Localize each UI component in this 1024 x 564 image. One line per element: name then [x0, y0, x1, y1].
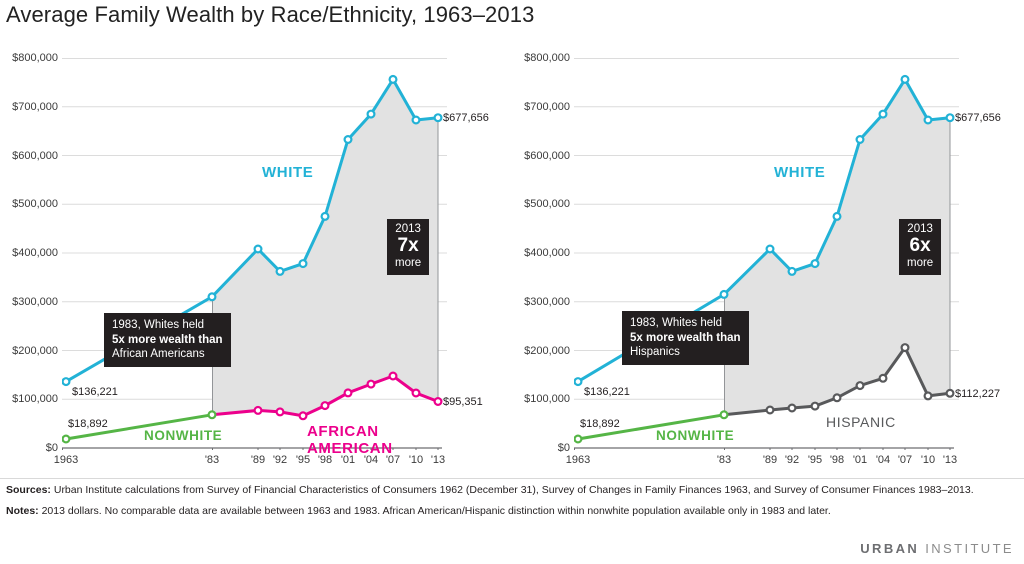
annotation-2013-right — [899, 219, 941, 275]
annotation-line: Hispanics — [630, 346, 680, 359]
y-tick-label: $500,000 — [12, 198, 58, 211]
charts-container — [0, 44, 1024, 474]
annotation-line: 5x more wealth than — [112, 333, 223, 346]
y-tick-label: $0 — [557, 442, 570, 454]
y-tick-label: $100,000 — [524, 393, 570, 406]
footer-divider — [0, 478, 1024, 479]
y-tick-label: $0 — [45, 442, 58, 454]
annotation-1983-right — [622, 311, 749, 365]
chart-panel-hispanic — [512, 44, 1024, 474]
series-label-african-american: AFRICAN AMERICAN — [307, 423, 393, 457]
annotation-line: African Americans — [112, 348, 205, 361]
y-tick-label: $100,000 — [12, 393, 58, 406]
x-tick-label: 1963 — [565, 454, 591, 466]
series-label-nonwhite: NONWHITE — [144, 428, 223, 443]
y-tick-label: $200,000 — [524, 344, 570, 357]
x-tick-label: '10 — [408, 454, 424, 466]
x-tick-label: '89 — [762, 454, 778, 466]
y-tick-label: $400,000 — [524, 247, 570, 259]
start-value-white: $136,221 — [584, 386, 630, 398]
y-tick-label: $600,000 — [524, 149, 570, 162]
y-tick-label: $800,000 — [12, 52, 58, 64]
x-tick-label: '07 — [385, 454, 401, 466]
urban-institute-logo — [860, 541, 1014, 556]
plot-area-left — [62, 58, 489, 457]
y-tick-label: $600,000 — [12, 149, 58, 162]
y-axis-labels-right — [512, 44, 574, 474]
x-tick-label: '01 — [340, 454, 356, 466]
x-tick-label: '89 — [250, 454, 266, 466]
end-value-hispanic: $112,227 — [955, 388, 1001, 400]
footer-sources — [6, 484, 1018, 498]
x-tick-label: '98 — [317, 454, 333, 466]
x-tick-label: '95 — [807, 454, 823, 466]
start-value-white: $136,221 — [72, 386, 118, 398]
x-tick-label: '92 — [784, 454, 800, 466]
x-tick-label: '95 — [295, 454, 311, 466]
footer-notes-row — [6, 505, 1018, 519]
plot-area-right — [574, 58, 1001, 448]
annotation-year: 2013 — [907, 223, 933, 235]
annotation-year: 2013 — [395, 223, 421, 235]
x-tick-label: '98 — [829, 454, 845, 466]
y-axis-labels-left — [0, 44, 62, 474]
annotation-more: more — [907, 256, 934, 269]
annotation-2013-left — [387, 219, 429, 275]
y-tick-label: $700,000 — [524, 100, 570, 113]
series-label-nonwhite: NONWHITE — [656, 428, 735, 443]
x-axis-labels-left — [53, 448, 462, 474]
footer-notes-text: 2013 dollars. No comparable data are available between 1963 and 1983. African American/Hispanic distinction within nonwhite population available only in 1983 and later. — [38, 504, 831, 517]
annotation-more: more — [395, 256, 422, 269]
y-tick-label: $300,000 — [524, 295, 570, 308]
series-label-white: WHITE — [774, 164, 826, 181]
annotation-line: 5x more wealth than — [630, 331, 741, 344]
x-tick-label: '10 — [920, 454, 936, 466]
x-tick-label: 1963 — [53, 454, 79, 466]
x-tick-label: '04 — [363, 454, 379, 466]
chart-panel-african-american — [0, 44, 512, 474]
footer-notes-label: Notes: — [6, 504, 39, 517]
y-tick-label: $800,000 — [524, 52, 570, 64]
series-label-white: WHITE — [262, 164, 314, 181]
start-value-nonwhite: $18,892 — [580, 418, 620, 430]
x-tick-label: '01 — [852, 454, 868, 466]
y-tick-label: $500,000 — [524, 198, 570, 211]
x-tick-label: '13 — [430, 454, 446, 466]
x-tick-label: '83 — [204, 454, 220, 466]
x-tick-label: '04 — [875, 454, 891, 466]
logo-urban: URBAN — [860, 541, 920, 556]
footer-sources-label: Sources: — [6, 484, 51, 496]
page-title: Average Family Wealth by Race/Ethnicity, 1963–2013 — [6, 2, 535, 27]
annotation-line: 1983, Whites held — [112, 319, 205, 331]
x-tick-label: '83 — [716, 454, 732, 466]
annotation-multiple: 7x — [397, 234, 419, 256]
footer-sources-text: Urban Institute calculations from Survey of Financial Characteristics of Consumers 1962 (December 31), Survey of Changes in Family Finances 1963, and Survey of Consumer Finances 1983–2013. — [50, 484, 974, 496]
x-tick-label: '13 — [942, 454, 958, 466]
y-tick-label: $300,000 — [12, 295, 58, 308]
end-value-white: $677,656 — [443, 112, 489, 124]
series-label-hispanic: HISPANIC — [826, 414, 896, 430]
end-value-white: $677,656 — [955, 112, 1001, 124]
footer-notes — [6, 484, 1018, 526]
y-tick-label: $400,000 — [12, 247, 58, 259]
logo-institute: INSTITUTE — [925, 541, 1014, 556]
annotation-1983-left — [104, 313, 231, 367]
annotation-multiple: 6x — [909, 234, 931, 256]
annotation-line: 1983, Whites held — [630, 317, 723, 329]
y-tick-label: $200,000 — [12, 344, 58, 357]
x-axis-labels-right — [565, 448, 974, 474]
y-tick-label: $700,000 — [12, 100, 58, 113]
end-value-african-american: $95,351 — [443, 396, 483, 408]
x-tick-label: '92 — [272, 454, 288, 466]
start-value-nonwhite: $18,892 — [68, 418, 108, 430]
x-tick-label: '07 — [897, 454, 913, 466]
